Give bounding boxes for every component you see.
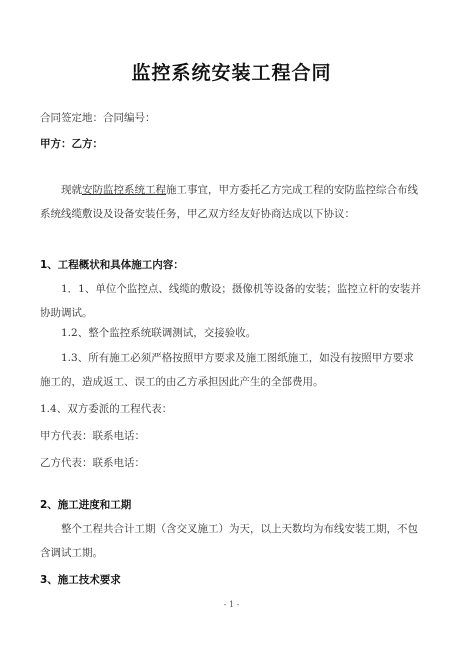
intro-paragraph xyxy=(40,178,424,226)
party-b-representative: 乙方代表：联系电话： xyxy=(40,457,145,469)
party-a-representative: 甲方代表：联系电话： xyxy=(40,430,145,442)
project-name-underlined: 安防监控系统工程 xyxy=(82,184,166,196)
parties-line: 甲方：乙方： xyxy=(40,138,103,150)
contract-meta-line: 合同签定地：合同编号： xyxy=(40,112,156,124)
section3-heading: 3、施工技术要求 xyxy=(40,574,121,586)
page-title: 监控系统安装工程合同 xyxy=(131,62,332,84)
section1-item3: 1.3、所有施工必须严格按照甲方要求及施工图纸施工，如没有按照甲方要求施工的，造成返工、误工的由乙方承担因此产生的全部费用。 xyxy=(40,352,414,388)
section2-text: 整个工程共合计工期（含交叉施工）为天，以上天数均为布线安装工期，不包含调试工期。 xyxy=(40,523,418,559)
section2-heading: 2、施工进度和工期 xyxy=(40,499,132,511)
section1-item4: 1.4、双方委派的工程代表： xyxy=(40,403,173,415)
intro-prefix: 现就 xyxy=(61,184,82,196)
intro-suffix: 施工事宜，甲方委托乙方完成工程的安防监控综合布线系统线缆敷设及设备安装任务，甲乙双方经友好协商达成以下协议： xyxy=(40,184,418,220)
page-number: - 1 - xyxy=(223,600,240,609)
section1-item1: 1．1、单位个监控点、线缆的敷设；摄像机等设备的安装；监控立杆的安装并协助调试。 xyxy=(40,283,421,319)
section1-item2: 1.2、整个监控系统联调测试，交接验收。 xyxy=(61,327,257,339)
section1-heading: 1、工程概状和具体施工内容： xyxy=(40,259,184,271)
